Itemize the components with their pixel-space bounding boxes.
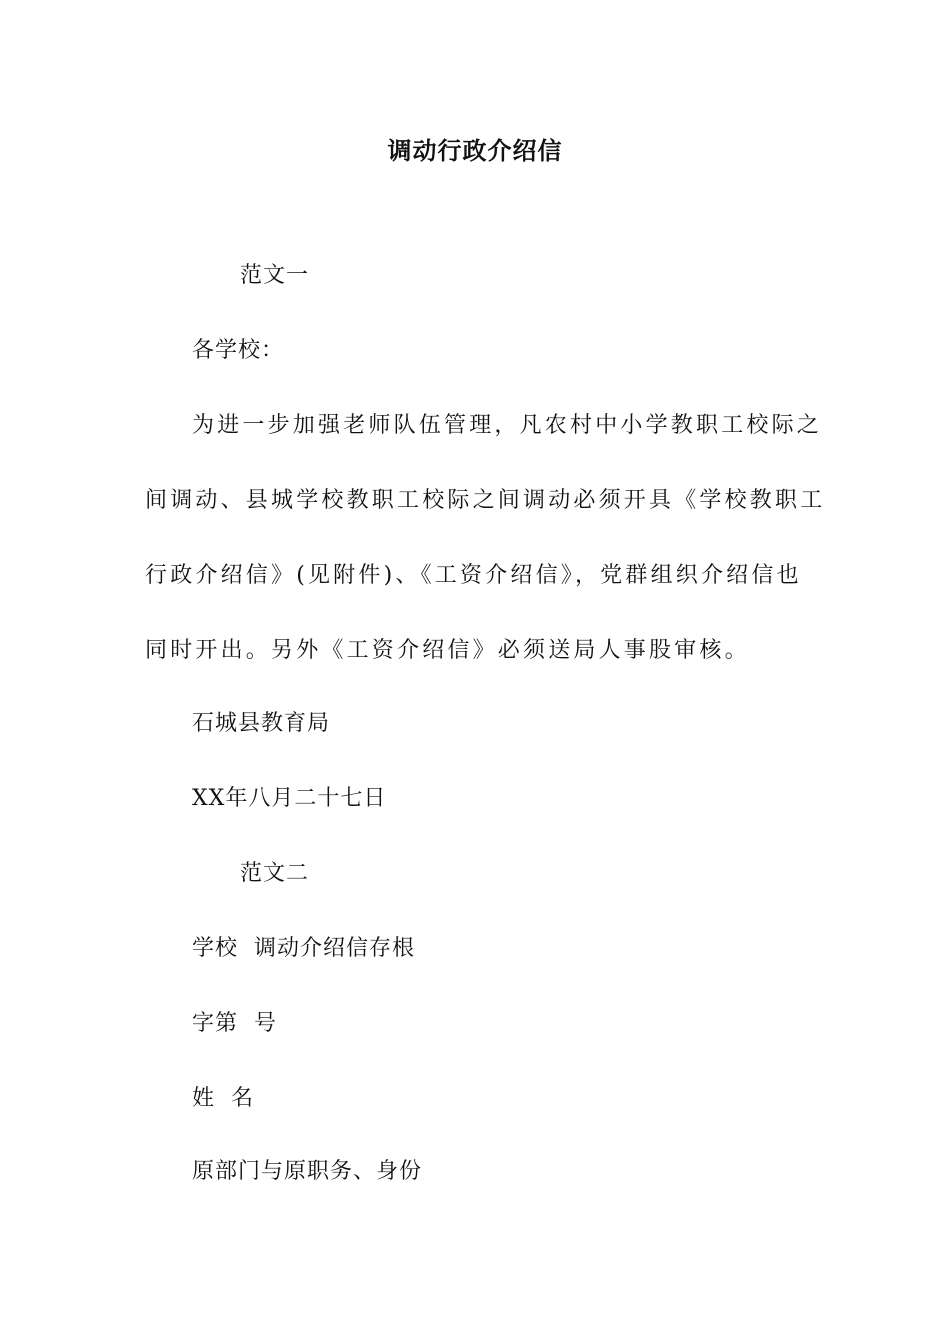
document-title: 调动行政介绍信 — [387, 137, 563, 165]
dept-line: 原部门与原职务、身份 — [192, 1159, 423, 1184]
number-line: 字第 号 — [192, 1011, 277, 1036]
date: XX年八月二十七日 — [192, 786, 387, 811]
sample-two-heading: 范文二 — [240, 861, 310, 886]
sample-one-heading: 范文一 — [240, 263, 310, 288]
salutation: 各学校： — [192, 338, 285, 363]
name-line: 姓 名 — [192, 1086, 254, 1111]
paragraph-line-1: 为进一步加强老师队伍管理，凡农村中小学教职工校际之 — [192, 413, 823, 438]
issuer: 石城县教育局 — [192, 711, 331, 736]
paragraph-line-4: 同时开出。另外《工资介绍信》必须送局人事股审核。 — [145, 638, 750, 663]
stub-title: 学校 调动介绍信存根 — [192, 936, 415, 961]
paragraph-line-3: 行政介绍信》(见附件)、《工资介绍信》，党群组织介绍信也 — [145, 563, 802, 588]
paragraph-line-2: 间调动、县城学校教职工校际之间调动必须开具《学校教职工 — [145, 488, 826, 513]
